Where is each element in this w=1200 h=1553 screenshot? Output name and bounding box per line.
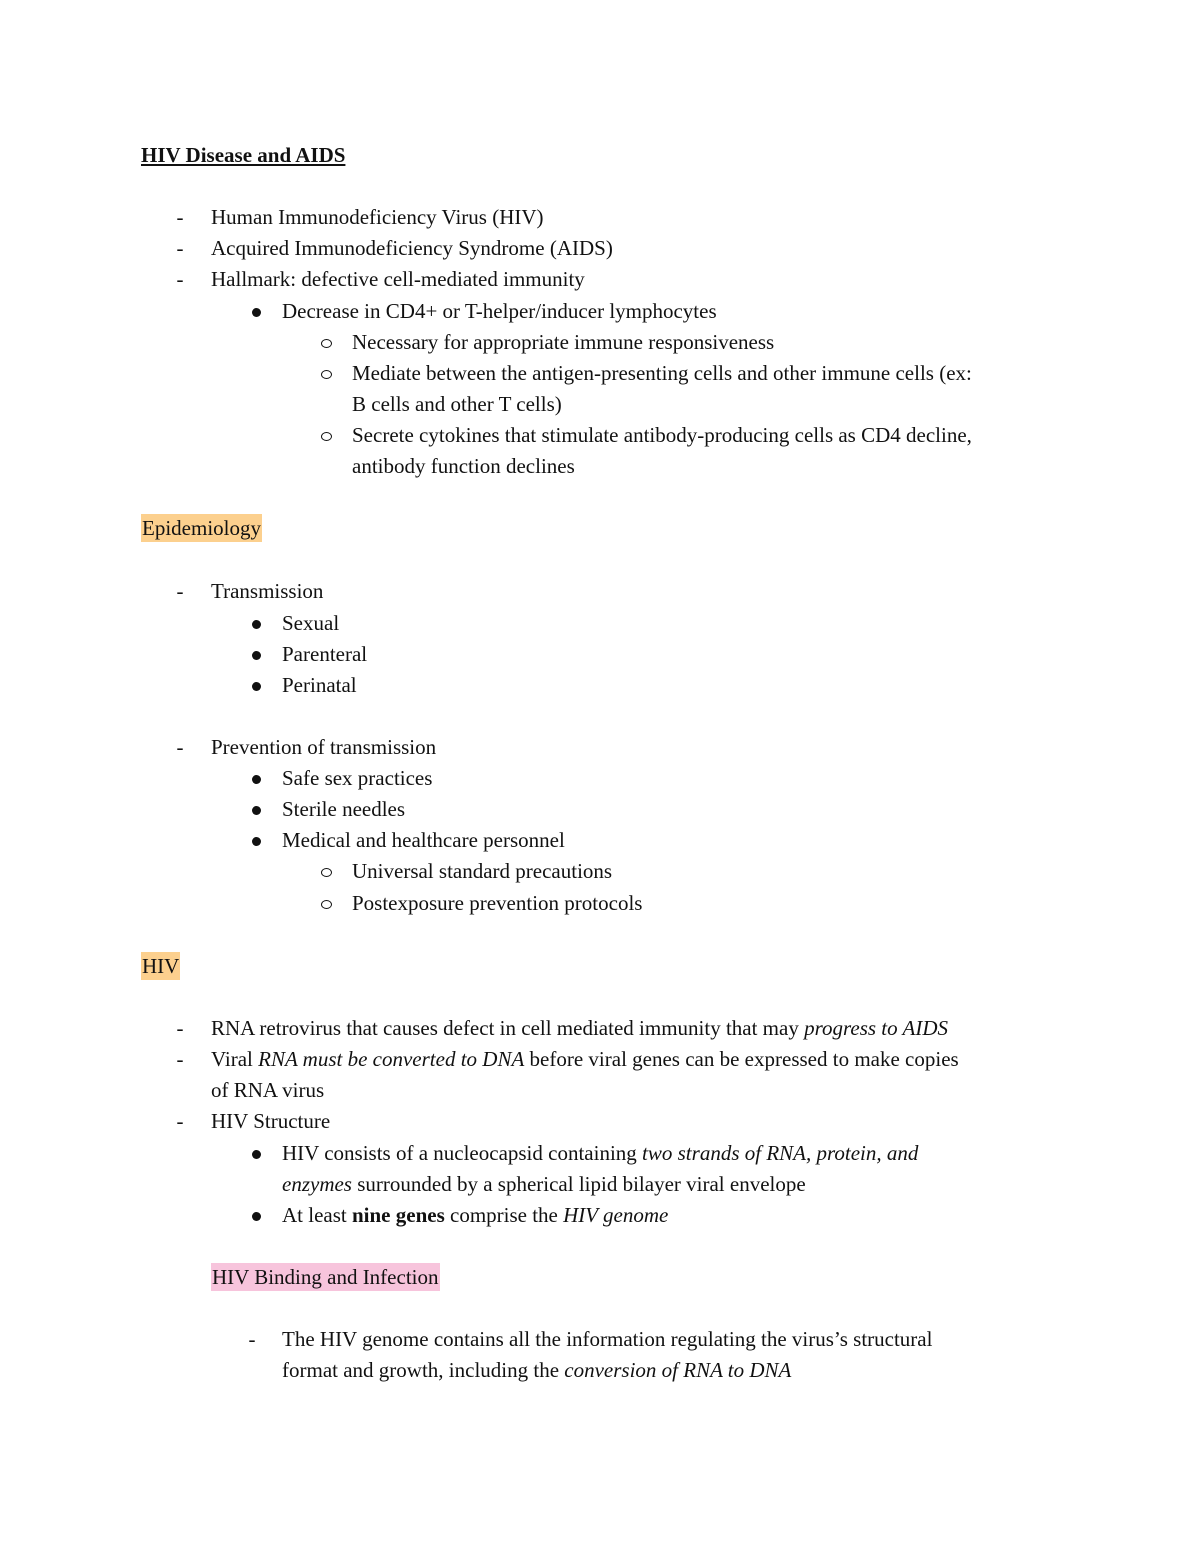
list-item: Acquired Immunodeficiency Syndrome (AIDS) [211,236,613,260]
list-item: Transmission [211,579,324,603]
list-item-continuation: antibody function declines [352,454,575,478]
list-item: HIV Structure [211,1109,331,1133]
dash-bullet: - [176,1109,184,1133]
list-item: Decrease in CD4+ or T-helper/inducer lymphocytes [282,299,717,323]
dash-bullet: - [176,1016,184,1040]
dash-bullet: - [176,236,184,260]
list-item: Medical and healthcare personnel [282,828,565,852]
filled-bullet-icon [246,639,266,670]
hollow-bullet-icon [316,888,336,919]
dash-bullet: - [176,267,184,291]
list-item: Hallmark: defective cell-mediated immunity [211,267,585,291]
hollow-bullet-icon [316,856,336,887]
dash-bullet: - [248,1327,256,1351]
list-item: Universal standard precautions [352,859,613,883]
filled-bullet-icon [246,794,266,825]
list-item: Secrete cytokines that stimulate antibody-producing cells as CD4 decline, [352,423,972,447]
section-heading-hiv: HIV [142,954,180,978]
list-item: At least nine genes comprise the HIV genome [282,1203,669,1227]
dash-bullet: - [176,735,184,759]
list-item: Perinatal [282,673,357,697]
list-item: HIV consists of a nucleocapsid containing two strands of RNA, protein, and [282,1141,919,1165]
list-item: Prevention of transmission [211,735,437,759]
filled-bullet-icon [246,1138,266,1169]
list-item: Sterile needles [282,797,406,821]
hollow-bullet-icon [316,327,336,358]
filled-bullet-icon [246,763,266,794]
list-item-continuation: B cells and other T cells) [352,392,562,416]
filled-bullet-icon [246,608,266,639]
hollow-bullet-icon [316,358,336,389]
list-item: Mediate between the antigen-presenting cells and other immune cells (ex: [352,361,972,385]
dash-bullet: - [176,1047,184,1071]
section-heading-binding: HIV Binding and Infection [212,1265,439,1289]
dash-bullet: - [176,205,184,229]
list-item-continuation: format and growth, including the conversion of RNA to DNA [282,1358,792,1382]
list-item: RNA retrovirus that causes defect in cell mediated immunity that may progress to AIDS [211,1016,948,1040]
hollow-bullet-icon [316,420,336,451]
list-item: Safe sex practices [282,766,433,790]
section-heading-epidemiology: Epidemiology [142,516,261,540]
list-item: Human Immunodeficiency Virus (HIV) [211,205,544,229]
list-item: Viral RNA must be converted to DNA before viral genes can be expressed to make copies [211,1047,959,1071]
page-title: HIV Disease and AIDS [141,143,346,167]
filled-bullet-icon [246,1200,266,1231]
list-item-continuation: enzymes surrounded by a spherical lipid bilayer viral envelope [282,1172,806,1196]
list-item: Postexposure prevention protocols [352,891,643,915]
filled-bullet-icon [246,825,266,856]
list-item: Necessary for appropriate immune responsiveness [352,330,775,354]
list-item: Parenteral [282,642,368,666]
list-item: The HIV genome contains all the information regulating the virus’s structural [282,1327,933,1351]
list-item: Sexual [282,611,340,635]
filled-bullet-icon [246,296,266,327]
dash-bullet: - [176,579,184,603]
filled-bullet-icon [246,670,266,701]
list-item-continuation: of RNA virus [211,1078,325,1102]
